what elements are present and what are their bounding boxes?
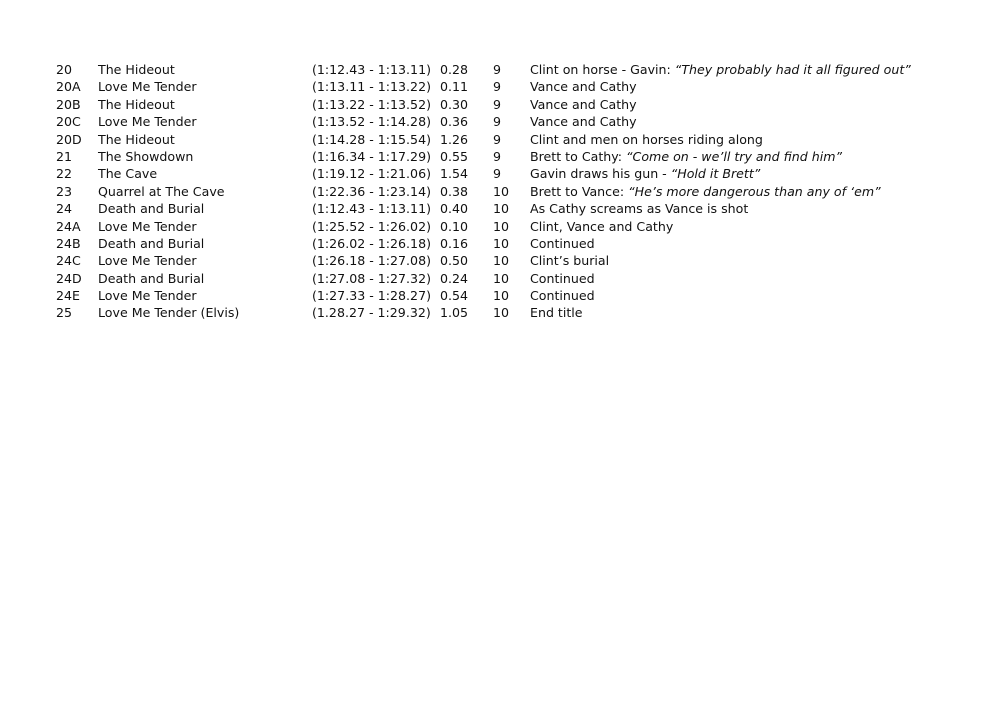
cue-description (530, 131, 763, 148)
cue-description-text: Brett to Vance: (530, 183, 629, 199)
cue-row (56, 61, 956, 78)
cue-duration: 0.11 (440, 79, 469, 95)
cue-sheet-table (56, 61, 956, 322)
cue-title: Love Me Tender (98, 218, 197, 234)
cue-reel: 10 (493, 305, 510, 321)
cue-description-text: As Cathy screams as Vance is shot (530, 201, 749, 217)
cue-reel: 9 (493, 79, 502, 95)
cue-number: 20B (56, 96, 81, 112)
cue-description (530, 304, 583, 321)
cue-description (530, 200, 748, 217)
cue-number: 24C (56, 253, 81, 269)
cue-title: The Showdown (98, 148, 194, 164)
cue-duration: 0.40 (440, 201, 469, 217)
cue-number: 20D (56, 131, 82, 147)
cue-description-text: Gavin draws his gun - (530, 166, 671, 182)
cue-description (530, 252, 609, 269)
cue-title: Death and Burial (98, 201, 205, 217)
cue-reel: 9 (493, 131, 502, 147)
cue-timing: (1:13.11 - 1:13.22) (312, 79, 431, 95)
cue-title: The Cave (98, 166, 158, 182)
cue-quote: “They probably had it all figured out” (674, 62, 911, 77)
cue-timing: (1.28.27 - 1:29.32) (312, 305, 431, 321)
cue-duration: 1.05 (440, 305, 469, 321)
cue-description (530, 287, 595, 304)
cue-reel: 10 (493, 270, 510, 286)
cue-number: 20A (56, 79, 81, 95)
cue-reel: 10 (493, 253, 510, 269)
cue-duration: 0.36 (440, 114, 469, 130)
cue-number: 21 (56, 148, 73, 164)
cue-timing: (1:26.18 - 1:27.08) (312, 253, 431, 269)
cue-row (56, 131, 956, 148)
cue-duration: 1.26 (440, 131, 469, 147)
cue-reel: 9 (493, 96, 502, 112)
cue-description (530, 113, 637, 130)
cue-description (530, 218, 673, 235)
cue-row (56, 270, 956, 287)
cue-description-text: End title (530, 305, 583, 321)
cue-duration: 0.54 (440, 288, 469, 304)
cue-description (530, 61, 911, 78)
cue-quote: “Come on - we’ll try and find him” (626, 148, 843, 164)
cue-number: 24B (56, 235, 81, 251)
cue-row (56, 113, 956, 130)
cue-duration: 0.28 (440, 62, 469, 77)
cue-row (56, 183, 956, 200)
cue-description (530, 148, 842, 165)
cue-number: 24D (56, 270, 82, 286)
cue-number: 23 (56, 183, 73, 199)
cue-timing: (1:12.43 - 1:13.11) (312, 62, 431, 77)
cue-description-text: Continued (530, 270, 595, 286)
cue-reel: 10 (493, 201, 510, 217)
cue-title: Death and Burial (98, 270, 205, 286)
cue-duration: 0.55 (440, 148, 469, 164)
cue-timing: (1:13.52 - 1:14.28) (312, 114, 431, 130)
cue-timing: (1:25.52 - 1:26.02) (312, 218, 431, 234)
cue-title: Death and Burial (98, 235, 205, 251)
cue-number: 20C (56, 114, 81, 130)
cue-description-text: Vance and Cathy (530, 114, 637, 130)
cue-title: Quarrel at The Cave (98, 183, 225, 199)
cue-description (530, 183, 881, 200)
cue-reel: 10 (493, 288, 510, 304)
cue-row (56, 165, 956, 182)
cue-number: 24 (56, 201, 73, 217)
cue-timing: (1:22.36 - 1:23.14) (312, 183, 431, 199)
cue-row (56, 218, 956, 235)
cue-title: Love Me Tender (Elvis) (98, 305, 240, 321)
cue-quote: “He’s more dangerous than any of ‘em” (628, 183, 881, 199)
cue-row (56, 148, 956, 165)
cue-number: 24A (56, 218, 81, 234)
cue-title: The Hideout (98, 96, 175, 112)
cue-timing: (1:26.02 - 1:26.18) (312, 235, 431, 251)
cue-timing: (1:19.12 - 1:21.06) (312, 166, 431, 182)
cue-title: Love Me Tender (98, 114, 197, 130)
cue-duration: 0.16 (440, 235, 469, 251)
cue-number: 25 (56, 305, 73, 321)
cue-timing: (1:27.33 - 1:28.27) (312, 288, 431, 304)
cue-description (530, 235, 595, 252)
cue-title: Love Me Tender (98, 288, 197, 304)
cue-duration: 0.24 (440, 270, 469, 286)
cue-description (530, 96, 637, 113)
cue-row (56, 78, 956, 95)
cue-description-text: Clint and men on horses riding along (530, 131, 763, 147)
cue-row (56, 235, 956, 252)
cue-duration: 0.50 (440, 253, 469, 269)
cue-title: The Hideout (98, 131, 175, 147)
cue-row (56, 252, 956, 269)
cue-title: Love Me Tender (98, 79, 197, 95)
cue-row (56, 304, 956, 321)
cue-duration: 0.38 (440, 183, 469, 199)
cue-reel: 10 (493, 235, 510, 251)
cue-reel: 9 (493, 166, 502, 182)
cue-description-text: Vance and Cathy (530, 79, 637, 95)
cue-timing: (1:13.22 - 1:13.52) (312, 96, 431, 112)
cue-duration: 1.54 (440, 166, 469, 182)
cue-number: 20 (56, 62, 73, 77)
cue-reel: 10 (493, 183, 510, 199)
cue-number: 24E (56, 288, 80, 304)
cue-description (530, 270, 595, 287)
cue-row (56, 287, 956, 304)
cue-reel: 9 (493, 148, 502, 164)
cue-description-text: Clint’s burial (530, 253, 610, 269)
cue-duration: 0.30 (440, 96, 469, 112)
cue-description-text: Brett to Cathy: (530, 148, 627, 164)
cue-description-text: Clint, Vance and Cathy (530, 218, 674, 234)
cue-timing: (1:14.28 - 1:15.54) (312, 131, 431, 147)
cue-description-text: Continued (530, 288, 595, 304)
cue-timing: (1:12.43 - 1:13.11) (312, 201, 431, 217)
cue-row (56, 96, 956, 113)
cue-description-text: Vance and Cathy (530, 96, 637, 112)
cue-number: 22 (56, 166, 73, 182)
cue-description-text: Clint on horse - Gavin: (530, 62, 675, 77)
cue-reel: 9 (493, 114, 502, 130)
cue-timing: (1:27.08 - 1:27.32) (312, 270, 431, 286)
cue-title: The Hideout (98, 62, 175, 77)
cue-reel: 10 (493, 218, 510, 234)
cue-description (530, 165, 760, 182)
cue-quote: “Hold it Brett” (670, 166, 761, 182)
cue-row (56, 200, 956, 217)
cue-reel: 9 (493, 62, 502, 77)
cue-timing: (1:16.34 - 1:17.29) (312, 148, 431, 164)
cue-duration: 0.10 (440, 218, 469, 234)
cue-title: Love Me Tender (98, 253, 197, 269)
cue-description-text: Continued (530, 235, 595, 251)
cue-description (530, 78, 637, 95)
